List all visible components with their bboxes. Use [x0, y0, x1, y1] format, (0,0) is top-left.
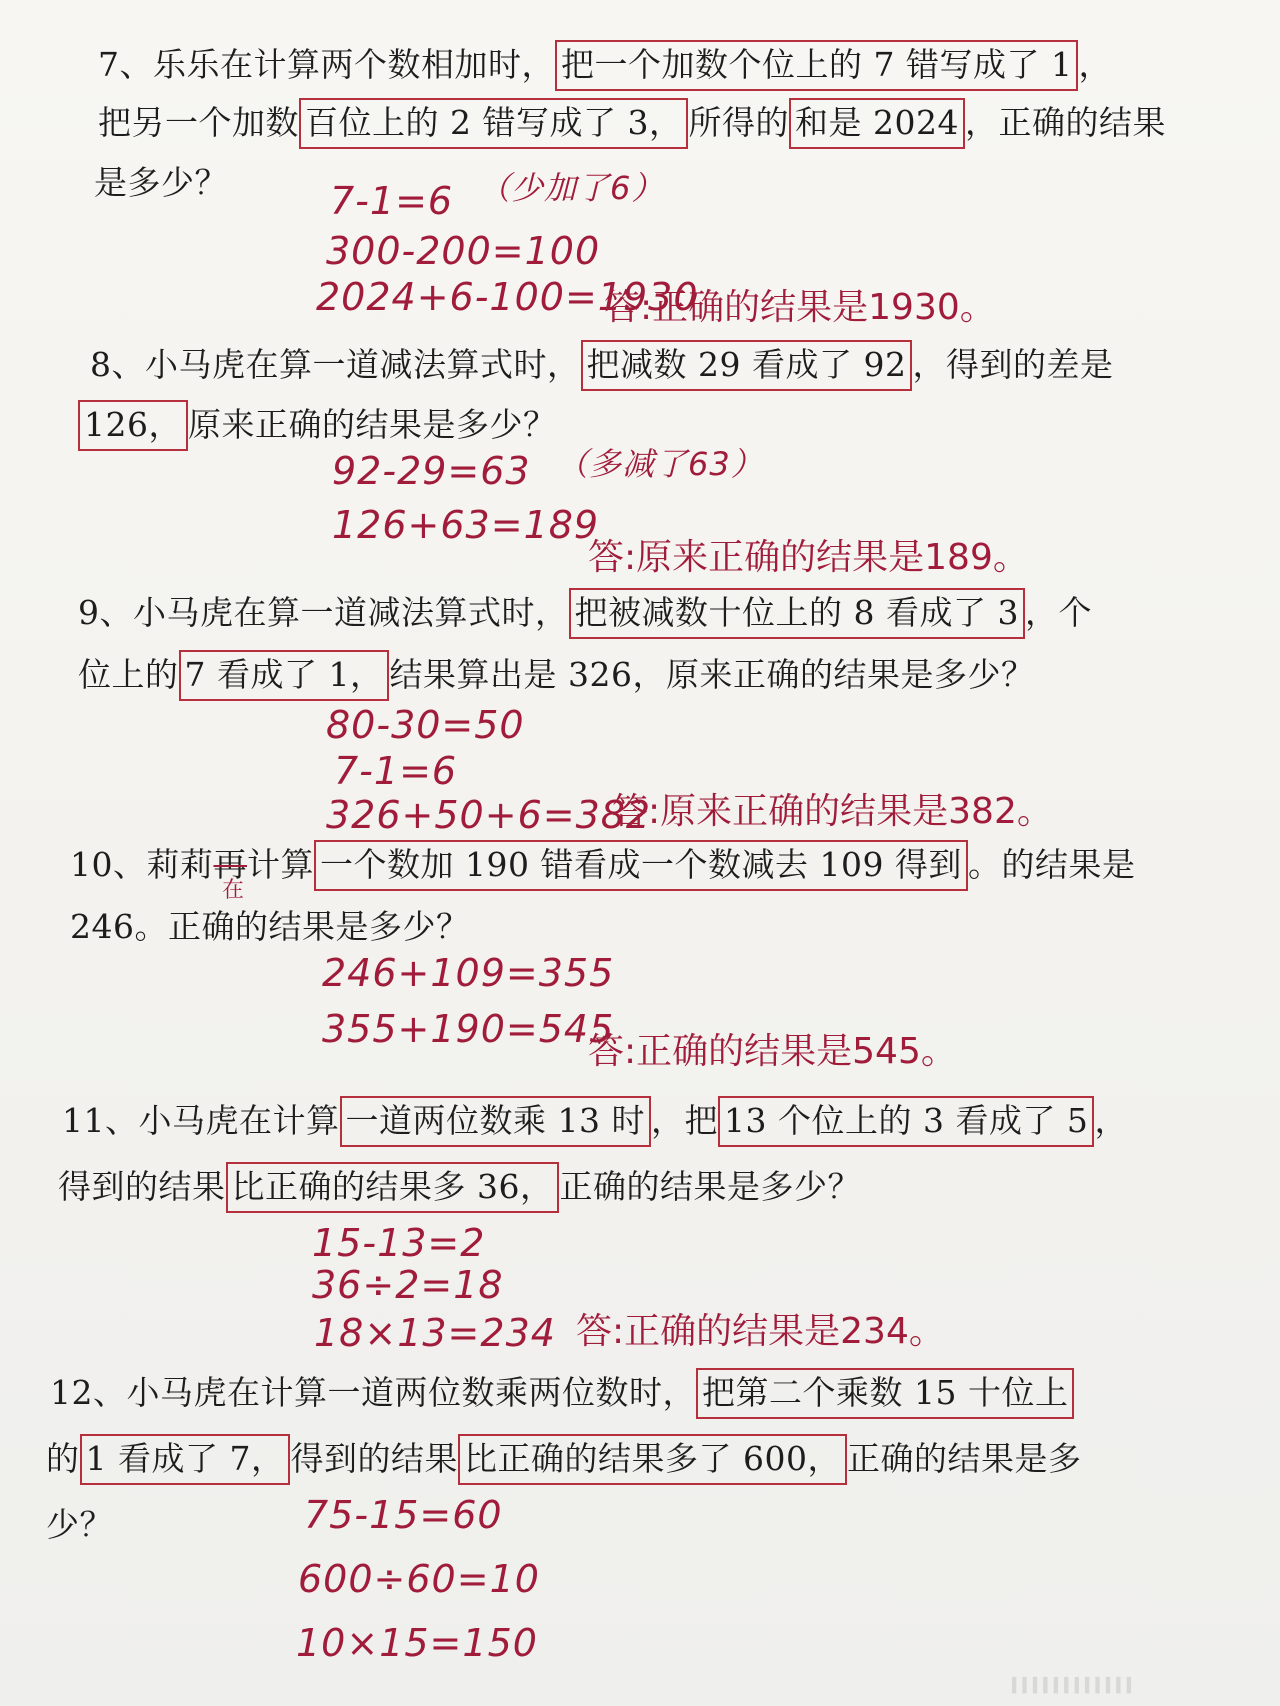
work-note: （少加了6） — [478, 169, 665, 207]
highlight-box: 13 个位上的 3 看成了 5 — [718, 1096, 1094, 1147]
problem-text: ， — [1094, 1101, 1128, 1140]
problem-12-line-3: 少？ — [46, 1505, 113, 1544]
problem-text: 把另一个加数 — [98, 103, 299, 142]
highlight-box: 把第二个乘数 15 十位上 — [696, 1368, 1074, 1419]
work-line: 18×13=234 — [314, 1311, 556, 1355]
work-line: 126+63=189 — [332, 503, 600, 547]
problem-text: 的 — [46, 1439, 80, 1478]
problem-text: 9、小马虎在算一道减法算式时， — [78, 593, 569, 632]
highlight-box: 把减数 29 看成了 92 — [581, 340, 913, 391]
answer-line: 答:原来正确的结果是382。 — [612, 791, 1053, 832]
work-line: 80-30=50 — [326, 703, 525, 747]
problem-text: 8、小马虎在算一道减法算式时， — [90, 345, 581, 384]
problem-10-line-2: 246。正确的结果是多少？ — [70, 907, 470, 946]
problem-text: ，得到的差是 — [912, 345, 1114, 384]
problem-text: 所得的 — [688, 103, 789, 142]
problem-8-line-2 — [78, 405, 557, 444]
problem-text: 得到的结果 — [290, 1439, 458, 1478]
problem-text: ，正确的结果 — [964, 103, 1166, 142]
problem-text: 。的结果是 — [967, 845, 1136, 884]
work-line: 246+109=355 — [322, 951, 615, 995]
problem-text: 原来正确的结果是多少？ — [188, 405, 557, 444]
answer-line: 答:正确的结果是234。 — [576, 1311, 945, 1352]
problem-7-line-3: 是多少？ — [94, 163, 228, 202]
problem-text: 7、乐乐在计算两个数相加时， — [98, 45, 555, 84]
problem-8-line-1 — [90, 345, 1114, 384]
problem-text: ，把 — [650, 1101, 718, 1140]
problem-7-line-1 — [98, 45, 1112, 84]
highlight-box: 百位上的 2 错写成了 3， — [299, 98, 688, 149]
highlight-box: 和是 2024 — [789, 98, 965, 149]
highlight-box: 一个数加 190 错看成一个数减去 109 得到 — [314, 840, 968, 891]
problem-text: 得到的结果 — [58, 1167, 226, 1206]
work-line: 7-1=6 — [330, 179, 454, 223]
problem-10-line-1 — [70, 845, 1136, 884]
problem-9-line-1 — [78, 593, 1092, 632]
correction-mark: 在 — [222, 878, 245, 903]
problem-text: ， — [1078, 45, 1112, 84]
struck-out-char: 再 — [213, 845, 247, 884]
problem-text: 结果算出是 326，原来正确的结果是多少？ — [389, 655, 1035, 694]
problem-text: 正确的结果是多 — [846, 1439, 1082, 1478]
highlight-box: 7 看成了 1， — [179, 650, 390, 701]
work-line: 326+50+6=382 — [326, 793, 652, 837]
problem-text: 12、小马虎在计算一道两位数乘两位数时， — [50, 1373, 696, 1412]
problem-text: ，个 — [1024, 593, 1092, 632]
problem-text: 正确的结果是多少？ — [559, 1167, 861, 1206]
highlight-box: 把一个加数个位上的 7 错写成了 1 — [555, 40, 1078, 91]
highlight-box: 一道两位数乘 13 时 — [340, 1096, 651, 1147]
highlight-box: 1 看成了 7， — [80, 1434, 291, 1485]
problem-text: 计算 — [247, 845, 314, 884]
problem-text: 10、莉莉 — [70, 845, 214, 884]
problem-9-line-2 — [78, 655, 1035, 694]
problem-12-line-2 — [46, 1439, 1082, 1478]
work-line: 355+190=545 — [322, 1007, 615, 1051]
problem-11-line-2 — [58, 1167, 861, 1206]
work-line: 300-200=100 — [326, 229, 601, 273]
work-note: （多减了63） — [556, 445, 764, 483]
work-line: 36÷2=18 — [312, 1263, 504, 1307]
work-line: 75-15=60 — [304, 1493, 503, 1537]
work-line: 2024+6-100=1930 — [316, 275, 699, 319]
problem-7-line-2 — [98, 103, 1166, 142]
problem-text: 位上的 — [78, 655, 179, 694]
highlight-box: 比正确的结果多 36， — [226, 1162, 560, 1213]
work-line: 92-29=63 — [332, 449, 531, 493]
work-line: 15-13=2 — [312, 1221, 486, 1265]
footer-decoration: ▌▌▌▌▌▌▌▌▌▌▌▌ — [1012, 1678, 1138, 1694]
highlight-box: 126， — [78, 400, 188, 451]
work-line: 7-1=6 — [334, 749, 458, 793]
highlight-box: 比正确的结果多了 600， — [458, 1434, 847, 1485]
answer-line: 答:原来正确的结果是189。 — [588, 537, 1029, 578]
work-line: 10×15=150 — [296, 1621, 538, 1665]
work-line: 600÷60=10 — [298, 1557, 540, 1601]
highlight-box: 把被减数十位上的 8 看成了 3 — [569, 588, 1025, 639]
problem-12-line-1 — [50, 1373, 1074, 1412]
problem-text: 11、小马虎在计算 — [62, 1101, 340, 1140]
problem-11-line-1 — [62, 1101, 1128, 1140]
answer-line: 答:正确的结果是1930。 — [604, 287, 996, 328]
answer-line: 答:正确的结果是545。 — [588, 1031, 957, 1072]
